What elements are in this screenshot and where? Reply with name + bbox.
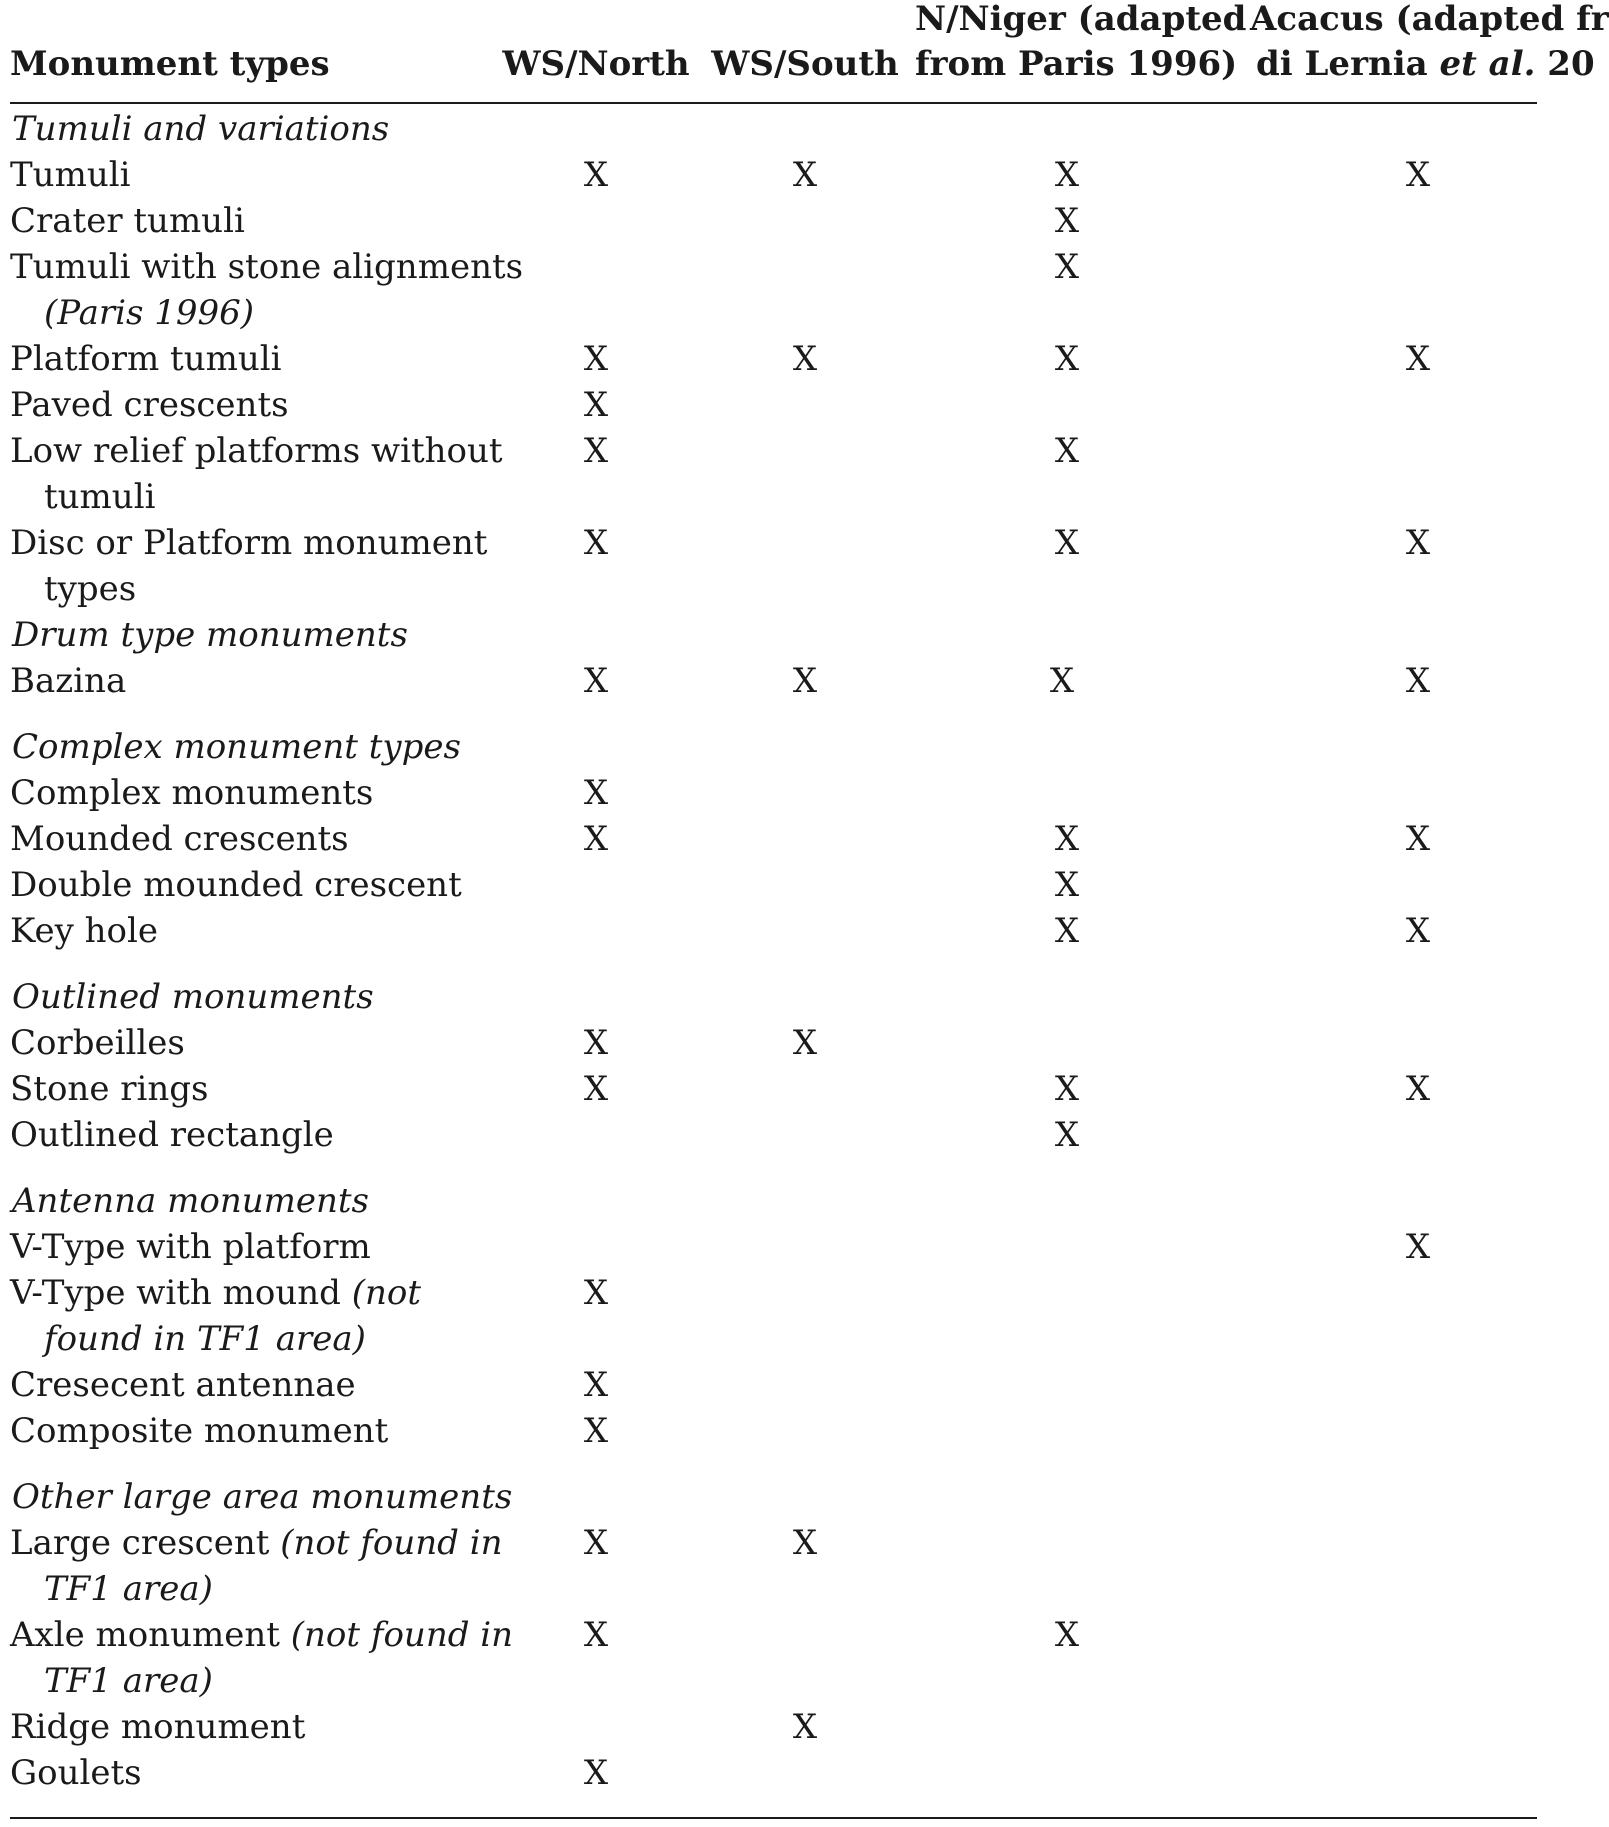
monument-type-text: V-Type with platform	[10, 1227, 371, 1267]
monument-type-text: Composite monument	[10, 1411, 389, 1451]
monument-type-text: Corbeilles	[10, 1023, 185, 1063]
monument-type-continuation: types	[44, 569, 137, 609]
monument-type-label	[10, 658, 126, 704]
header-acacus-line2: di Lernia et al. 20	[1256, 44, 1595, 84]
mark-ws-south: X	[792, 1707, 818, 1747]
mark-acacus: X	[1405, 1069, 1431, 1109]
monument-type-text: V-Type with mound	[10, 1273, 352, 1313]
header-monument-types: Monument types	[10, 44, 330, 84]
monument-type-label	[10, 1704, 305, 1750]
monument-type-text: Double mounded crescent	[10, 865, 462, 905]
monument-type-label	[10, 152, 130, 198]
monument-type-note: (not found in	[290, 1615, 514, 1655]
monument-type-text: Key hole	[10, 911, 158, 951]
monument-type-text: Paved crescents	[10, 385, 289, 425]
mark-ws-north: X	[583, 1273, 609, 1313]
monument-type-label	[10, 816, 349, 862]
table-header	[0, 0, 1609, 102]
header-n-niger-line1: N/Niger (adapted	[915, 0, 1247, 39]
mark-ws-south: X	[792, 155, 818, 195]
mark-ws-north: X	[583, 1753, 609, 1793]
mark-n-niger: X	[1054, 1615, 1080, 1655]
section-heading: Tumuli and variations	[12, 109, 390, 149]
section-heading: Outlined monuments	[12, 977, 374, 1017]
mark-n-niger: X	[1054, 819, 1080, 859]
monument-type-label	[10, 382, 289, 428]
mark-ws-north: X	[583, 1523, 609, 1563]
monument-type-label	[10, 520, 487, 612]
mark-ws-north: X	[583, 819, 609, 859]
monument-type-label	[10, 862, 462, 908]
mark-ws-north: X	[583, 431, 609, 471]
header-rule	[10, 102, 1537, 104]
monument-type-note: (not	[351, 1273, 422, 1313]
mark-ws-south: X	[792, 1023, 818, 1063]
mark-n-niger: X	[1054, 339, 1080, 379]
monument-type-label	[10, 1020, 185, 1066]
header-n-niger	[915, 0, 1247, 87]
mark-ws-south: X	[792, 1523, 818, 1563]
monument-type-label	[10, 198, 245, 244]
bottom-rule	[10, 1817, 1537, 1819]
mark-acacus: X	[1405, 911, 1431, 951]
monument-type-text: Large crescent	[10, 1523, 281, 1563]
monument-type-note: (not found in	[280, 1523, 503, 1563]
section-heading: Complex monument types	[12, 727, 461, 767]
mark-acacus: X	[1405, 1227, 1431, 1267]
monument-type-text: Low relief platforms without	[10, 431, 503, 471]
monument-type-text: Mounded crescents	[10, 819, 349, 859]
monument-type-text: Outlined rectangle	[10, 1115, 334, 1155]
mark-n-niger: X	[1054, 201, 1080, 241]
mark-ws-south: X	[792, 661, 818, 701]
mark-n-niger: X	[1054, 1115, 1080, 1155]
monument-type-label	[10, 1408, 388, 1454]
monument-type-label	[10, 1112, 334, 1158]
monument-type-text: Platform tumuli	[10, 339, 282, 379]
mark-ws-north: X	[583, 155, 609, 195]
header-acacus	[1250, 0, 1609, 87]
header-n-niger-line2: from Paris 1996)	[915, 44, 1238, 84]
header-ws-south: WS/South	[711, 44, 899, 84]
section-heading: Other large area monuments	[12, 1477, 513, 1517]
monument-type-label	[10, 1270, 421, 1362]
section-heading: Drum type monuments	[12, 615, 408, 655]
mark-n-niger: X	[1054, 911, 1080, 951]
mark-n-niger: X	[1049, 661, 1075, 701]
mark-acacus: X	[1405, 339, 1431, 379]
monument-type-text: Ridge monument	[10, 1707, 306, 1747]
mark-acacus: X	[1405, 523, 1431, 563]
mark-n-niger: X	[1054, 865, 1080, 905]
monument-type-text: Complex monuments	[10, 773, 374, 813]
mark-ws-north: X	[583, 385, 609, 425]
monument-type-label	[10, 1520, 503, 1612]
monument-type-label	[10, 336, 282, 382]
mark-ws-north: X	[583, 523, 609, 563]
monument-type-label	[10, 770, 373, 816]
mark-n-niger: X	[1054, 523, 1080, 563]
mark-n-niger: X	[1054, 431, 1080, 471]
monument-type-label	[10, 1750, 142, 1796]
monument-type-label	[10, 428, 503, 520]
mark-ws-north: X	[583, 1069, 609, 1109]
mark-acacus: X	[1405, 661, 1431, 701]
mark-n-niger: X	[1054, 1069, 1080, 1109]
mark-ws-north: X	[583, 1023, 609, 1063]
header-ws-north: WS/North	[502, 44, 690, 84]
monument-type-label	[10, 1224, 371, 1270]
monument-type-text: Bazina	[10, 661, 127, 701]
mark-ws-north: X	[583, 1615, 609, 1655]
header-acacus-line1: Acacus (adapted fr	[1250, 0, 1609, 39]
mark-ws-south: X	[792, 339, 818, 379]
monument-type-note-continuation: (Paris 1996)	[44, 293, 255, 333]
monument-type-continuation: tumuli	[44, 477, 156, 517]
monument-type-label	[10, 244, 523, 336]
monument-type-text: Tumuli	[10, 155, 131, 195]
mark-n-niger: X	[1054, 247, 1080, 287]
monument-type-text: Tumuli with stone alignments	[10, 247, 524, 287]
monument-type-label	[10, 1066, 209, 1112]
monument-type-label	[10, 1362, 356, 1408]
mark-n-niger: X	[1054, 155, 1080, 195]
monument-type-text: Crater tumuli	[10, 201, 245, 241]
monument-type-text: Disc or Platform monument	[10, 523, 488, 563]
monument-type-note-continuation: TF1 area)	[44, 1569, 213, 1609]
monument-type-text: Stone rings	[10, 1069, 209, 1109]
mark-acacus: X	[1405, 819, 1431, 859]
monument-type-text: Axle monument	[10, 1615, 291, 1655]
monument-type-note-continuation: TF1 area)	[44, 1661, 213, 1701]
monument-type-note-continuation: found in TF1 area)	[44, 1319, 366, 1359]
section-heading: Antenna monuments	[12, 1181, 369, 1221]
monument-type-text: Goulets	[10, 1753, 142, 1793]
monument-type-label	[10, 908, 158, 954]
monument-type-text: Cresecent antennae	[10, 1365, 356, 1405]
mark-ws-north: X	[583, 339, 609, 379]
mark-acacus: X	[1405, 155, 1431, 195]
mark-ws-north: X	[583, 661, 609, 701]
mark-ws-north: X	[583, 1365, 609, 1405]
monument-type-label	[10, 1612, 513, 1704]
mark-ws-north: X	[583, 773, 609, 813]
mark-ws-north: X	[583, 1411, 609, 1451]
